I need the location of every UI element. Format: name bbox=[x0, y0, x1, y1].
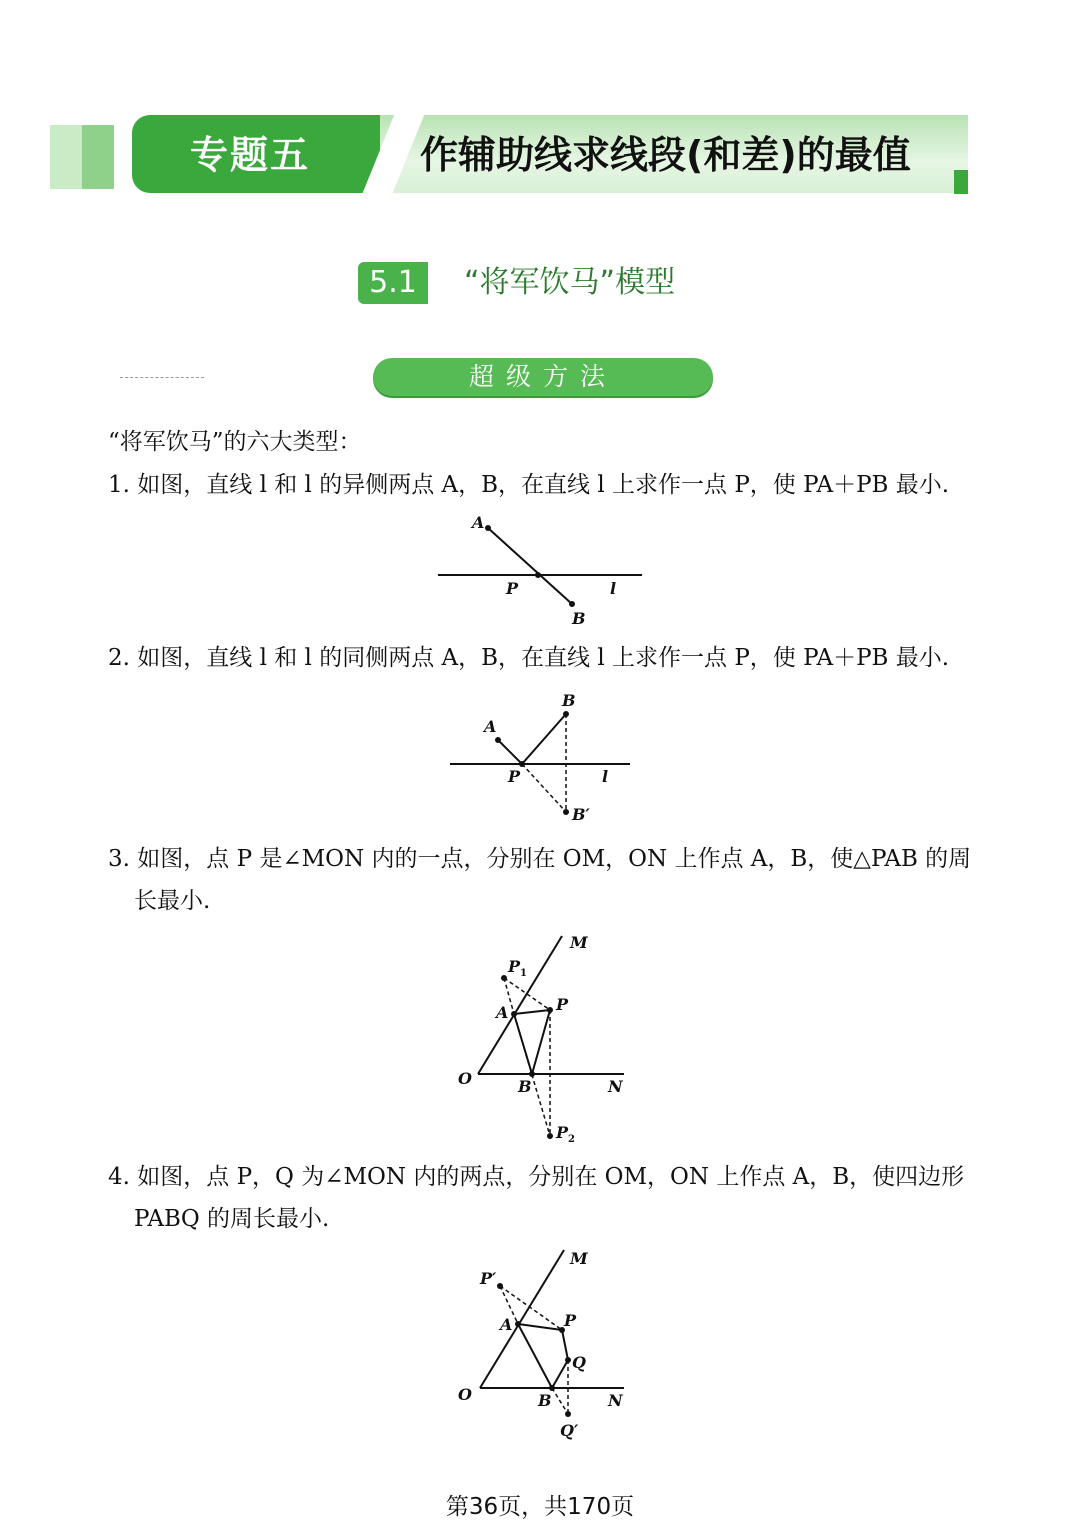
chapter-header bbox=[0, 100, 1080, 210]
band-accent bbox=[954, 170, 968, 194]
figure-2 bbox=[440, 688, 640, 828]
label-B: B bbox=[572, 609, 586, 628]
segment-QB bbox=[552, 1360, 568, 1388]
label-N: N bbox=[608, 1077, 623, 1096]
decor-square bbox=[82, 157, 114, 189]
item-2-text: 2. 如图，直线 l 和 l 的同侧两点 A，B，在直线 l 上求作一点 P，使 PA＋PB 最小. bbox=[108, 645, 950, 671]
label-B: B bbox=[538, 1391, 552, 1410]
intro-text: “将军饮马”的六大类型： bbox=[108, 429, 362, 455]
label-P1: $P_1$ bbox=[508, 957, 527, 979]
figure-4 bbox=[450, 1244, 640, 1444]
decor-square bbox=[50, 125, 82, 157]
item-1-text: 1. 如图，直线 l 和 l 的异侧两点 A，B，在直线 l 上求作一点 P，使 PA＋PB 最小. bbox=[108, 472, 950, 498]
point-A bbox=[515, 1321, 521, 1327]
point-A bbox=[495, 737, 501, 743]
label-Bprime: B′ bbox=[572, 805, 590, 824]
item-3-text: 3. 如图，点 P 是∠MON 内的一点，分别在 OM，ON 上作点 A，B，使△PAB 的周 bbox=[108, 846, 972, 872]
decor-square bbox=[50, 157, 82, 189]
segment-PBprime bbox=[522, 764, 566, 812]
item-4-text: 4. 如图，点 P，Q 为∠MON 内的两点，分别在 OM，ON 上作点 A，B，使四边形 bbox=[108, 1164, 965, 1190]
segment-PQ bbox=[562, 1330, 568, 1360]
label-M: M bbox=[570, 933, 588, 952]
point-A bbox=[485, 525, 491, 531]
label-P: P bbox=[556, 995, 569, 1014]
label-P: P bbox=[564, 1311, 577, 1330]
label-O: O bbox=[458, 1385, 472, 1404]
label-Qprime: Q′ bbox=[560, 1421, 579, 1440]
chapter-title: 作辅助线求线段(和差)的最值 bbox=[420, 133, 911, 177]
segment-BP bbox=[532, 1010, 550, 1074]
figure-1 bbox=[430, 508, 660, 634]
label-l: l bbox=[610, 579, 617, 598]
point-Pprime bbox=[497, 1283, 503, 1289]
decor-square bbox=[82, 125, 114, 157]
point-P bbox=[547, 1007, 553, 1013]
label-N: N bbox=[608, 1391, 623, 1410]
label-O: O bbox=[458, 1069, 472, 1088]
segment-AP bbox=[514, 1010, 550, 1014]
divider bbox=[120, 377, 204, 378]
point-A bbox=[511, 1011, 517, 1017]
label-P: P bbox=[506, 579, 519, 598]
page-footer: 第36页，共170页 bbox=[445, 1494, 635, 1520]
chapter-label: 专题五 bbox=[190, 133, 311, 177]
segment-PB bbox=[522, 714, 566, 764]
segment-AB bbox=[518, 1324, 552, 1388]
item-3-text-cont: 长最小. bbox=[134, 888, 211, 914]
point-B bbox=[569, 601, 575, 607]
segment-AP bbox=[498, 740, 522, 764]
point-P1 bbox=[501, 975, 507, 981]
segment-BQprime bbox=[552, 1388, 568, 1414]
figure-3 bbox=[450, 928, 640, 1148]
method-label: 超级方法 bbox=[373, 358, 713, 396]
section-number: 5.1 bbox=[358, 262, 428, 304]
point-Bprime bbox=[563, 809, 569, 815]
section-title: “将军饮马”模型 bbox=[428, 262, 728, 304]
label-B: B bbox=[562, 691, 576, 710]
point-B bbox=[563, 711, 569, 717]
point-P bbox=[535, 572, 541, 578]
label-P: P bbox=[508, 767, 521, 786]
point-P2 bbox=[547, 1133, 553, 1139]
point-Qprime bbox=[565, 1411, 571, 1417]
point-Q bbox=[565, 1357, 571, 1363]
label-A: A bbox=[496, 1003, 509, 1022]
label-A: A bbox=[472, 513, 485, 532]
label-B: B bbox=[518, 1077, 532, 1096]
item-4-text-cont: PABQ 的周长最小. bbox=[134, 1206, 330, 1232]
segment-AP bbox=[518, 1324, 562, 1330]
segment-AB bbox=[488, 528, 572, 604]
label-M: M bbox=[570, 1249, 588, 1268]
label-A: A bbox=[484, 717, 497, 736]
label-l: l bbox=[602, 767, 609, 786]
label-P2: $P_2$ bbox=[556, 1123, 575, 1145]
label-Q: Q bbox=[572, 1353, 586, 1372]
label-Pprime: P′ bbox=[480, 1269, 497, 1288]
label-A: A bbox=[500, 1315, 513, 1334]
